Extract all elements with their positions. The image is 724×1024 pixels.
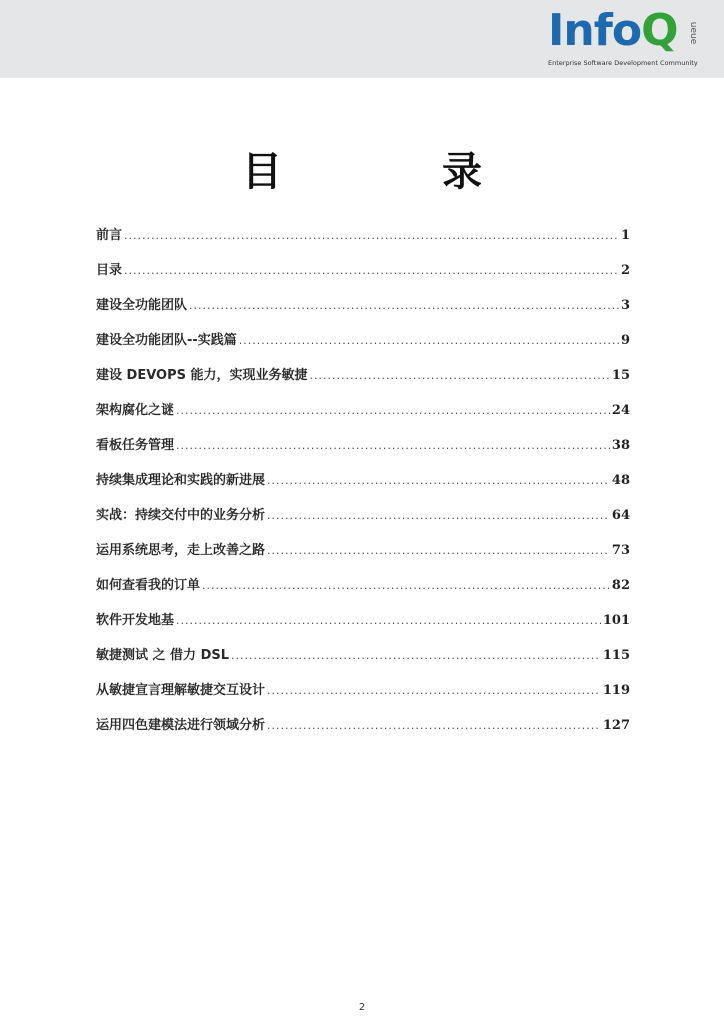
toc-entry-page: 101 bbox=[602, 613, 630, 628]
toc-entry[interactable] bbox=[96, 646, 630, 681]
page-header bbox=[0, 0, 724, 78]
toc-dot-leader bbox=[189, 296, 619, 316]
toc-entry[interactable] bbox=[96, 471, 630, 506]
toc-entry[interactable] bbox=[96, 681, 630, 716]
toc-entry[interactable] bbox=[96, 506, 630, 541]
toc-entry[interactable] bbox=[96, 261, 630, 296]
toc-entry-label: 前言 bbox=[96, 228, 123, 243]
toc-entry[interactable] bbox=[96, 401, 630, 436]
toc-entry[interactable] bbox=[96, 331, 630, 366]
logo-q-letter: Q bbox=[641, 5, 678, 56]
toc-entry-label: 架构腐化之谜 bbox=[96, 403, 175, 418]
toc-dot-leader bbox=[267, 471, 610, 491]
table-of-contents bbox=[96, 226, 630, 751]
toc-dot-leader bbox=[176, 436, 610, 456]
toc-entry-page: 73 bbox=[611, 543, 630, 558]
infoq-logo bbox=[548, 5, 698, 70]
toc-entry-label: 建设全功能团队--实践篇 bbox=[96, 333, 237, 348]
toc-entry-label: 持续集成理论和实践的新进展 bbox=[96, 473, 266, 488]
toc-entry-label: 建设 DEVOPS 能力，实现业务敏捷 bbox=[96, 368, 308, 383]
toc-entry-label: 建设全功能团队 bbox=[96, 298, 188, 313]
toc-entry-page: 3 bbox=[620, 298, 630, 313]
toc-dot-leader bbox=[267, 716, 601, 736]
toc-dot-leader bbox=[176, 611, 601, 631]
toc-entry-page: 127 bbox=[602, 718, 630, 733]
toc-dot-leader bbox=[239, 331, 619, 351]
toc-entry-label: 软件开发地基 bbox=[96, 613, 175, 628]
toc-entry-page: 1 bbox=[620, 228, 630, 243]
toc-entry-page: 2 bbox=[620, 263, 630, 278]
toc-entry-page: 82 bbox=[611, 578, 630, 593]
toc-entry-label: 从敏捷宣言理解敏捷交互设计 bbox=[96, 683, 266, 698]
toc-entry-label: 运用四色建模法进行领域分析 bbox=[96, 718, 266, 733]
toc-entry[interactable] bbox=[96, 541, 630, 576]
toc-entry-page: 115 bbox=[602, 648, 630, 663]
toc-entry-page: 9 bbox=[620, 333, 630, 348]
toc-entry-page: 119 bbox=[602, 683, 630, 698]
toc-entry-label: 看板任务管理 bbox=[96, 438, 175, 453]
toc-dot-leader bbox=[202, 576, 610, 596]
toc-entry[interactable] bbox=[96, 436, 630, 471]
toc-entry-page: 38 bbox=[611, 438, 630, 453]
toc-entry[interactable] bbox=[96, 716, 630, 751]
toc-entry-label: 如何查看我的订单 bbox=[96, 578, 201, 593]
toc-dot-leader bbox=[310, 366, 610, 386]
toc-entry[interactable] bbox=[96, 366, 630, 401]
toc-entry[interactable] bbox=[96, 611, 630, 646]
toc-dot-leader bbox=[267, 681, 601, 701]
page-number: 2 bbox=[358, 1002, 366, 1013]
toc-dot-leader bbox=[124, 226, 619, 246]
toc-dot-leader bbox=[231, 646, 601, 666]
page-title: 目 录 bbox=[242, 149, 542, 195]
toc-entry[interactable] bbox=[96, 296, 630, 331]
toc-entry-label: 敏捷测试 之 借力 DSL bbox=[96, 648, 230, 663]
toc-entry-label: 实战：持续交付中的业务分析 bbox=[96, 508, 266, 523]
logo-side-text: ueue bbox=[687, 21, 698, 45]
toc-entry-label: 运用系统思考，走上改善之路 bbox=[96, 543, 266, 558]
toc-dot-leader bbox=[267, 506, 610, 526]
toc-entry-page: 15 bbox=[611, 368, 630, 383]
toc-dot-leader bbox=[124, 261, 619, 281]
toc-entry-label: 目录 bbox=[96, 263, 123, 278]
toc-entry-page: 24 bbox=[611, 403, 630, 418]
toc-dot-leader bbox=[267, 541, 610, 561]
logo-tagline: Enterprise Software Development Community bbox=[548, 59, 698, 67]
logo-main-text: Info bbox=[548, 5, 642, 56]
toc-entry[interactable] bbox=[96, 226, 630, 261]
toc-entry-page: 48 bbox=[611, 473, 630, 488]
toc-dot-leader bbox=[176, 401, 610, 421]
toc-entry[interactable] bbox=[96, 576, 630, 611]
toc-entry-page: 64 bbox=[611, 508, 630, 523]
logo-wordmark bbox=[548, 6, 677, 56]
